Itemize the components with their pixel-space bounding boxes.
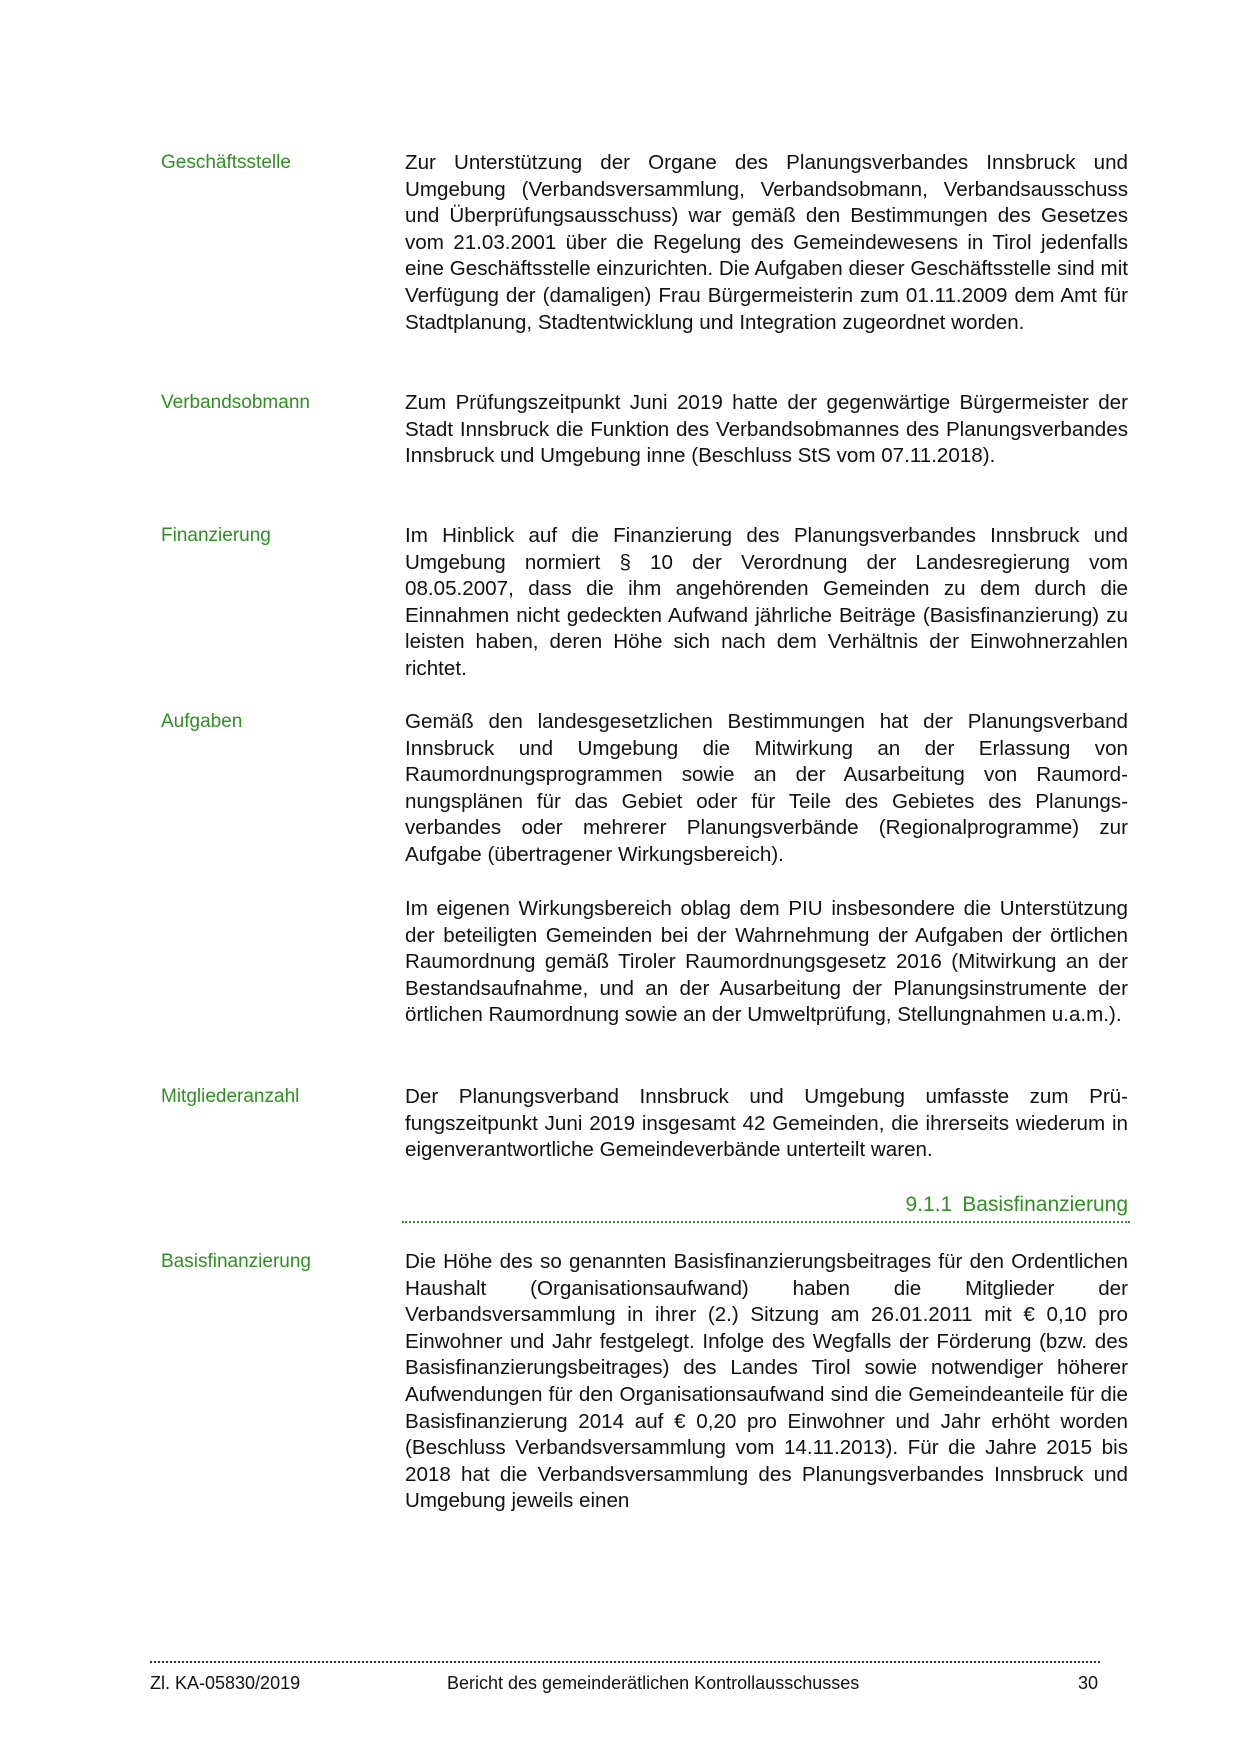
paragraph-eigener-wirkungsbereich: Im eigenen Wirkungsbereich oblag dem PIU insbesondere die Unterstützung der beteiligten Gemeinden bei der Wahrnehmung der Aufgaben der örtlichen Raumordnung gemäß Tiroler Raumordnungsgesetz 2016 (Mitwirkung an der Bestandsaufnahme, und an der Ausarbeitung der Planungsinstrumente der örtlichen Raumordnung sowie an der Umweltprüfung, Stellungnahmen u.a.m.). [405,897,1128,1027]
paragraph-geschaeftsstelle: Zur Unterstützung der Organe des Planungsverbandes Innsbruck und Umgebung (Verbandsversammlung, Verbandsobmann, Verbandsausschuss und Überprüfungsausschuss) war gemäß den Bestimmungen des Gesetzes vom 21.03.2001 über die Regelung des Gemeindewesens in Tirol jedenfalls eine Geschäftsstelle einzurichten. Die Aufgaben dieser Geschäftsstelle sind mit Verfügung der (damaligen) Frau Bürgermeisterin zum 01.11.2009 dem Amt für Stadtplanung, Stadtentwicklung und Integration zugeordnet worden. [405,151,1128,334]
label-aufgaben: Aufgaben [161,711,243,732]
section-heading [405,1192,1128,1218]
footer-divider [150,1661,1100,1663]
label-mitgliederanzahl: Mitgliederanzahl [161,1086,300,1107]
paragraph-mitgliederanzahl: Der Planungsverband Innsbruck und Umgebung umfasste zum Prüfungszeitpunkt Juni 2019 insgesamt 42 Gemeinden, die ihrerseits wiederum in eigenverantwortliche Gemeindeverbände unterteilt waren. [405,1085,1128,1162]
paragraph-finanzierung: Im Hinblick auf die Finanzierung des Planungsverbandes Innsbruck und Umgebung normiert § 10 der Verordnung der Landesregierung vom 08.05.2007, dass die ihm angehörenden Gemeinden zu dem durch die Einnahmen nicht gedeckten Aufwand jährliche Beiträge (Basisfinanzierung) zu leisten haben, deren Höhe sich nach dem Verhältnis der Einwohnerzahlen richtet. [405,524,1128,680]
paragraph-basisfinanzierung: Die Höhe des so genannten Basisfinanzierungsbeitrages für den Ordentlichen Haushalt (Organisationsaufwand) haben die Mitglieder der Verbandsversammlung in ihrer (2.) Sitzung am 26.01.2011 mit € 0,10 pro Einwohner und Jahr festgelegt. Infolge des Wegfalls der Förderung (bzw. des Basisfinanzierungsbeitrages) des Landes Tirol sowie notwendiger höherer Aufwendungen für den Organisationsaufwand sind die Gemeindeanteile für die Basisfinanzierung 2014 auf € 0,20 pro Einwohner und Jahr erhöht worden (Beschluss Verbandsversammlung vom 14.11.2013). Für die Jahre 2015 bis 2018 hat die Verbandsversammlung des Planungsverbandes Innsbruck und Umgebung jeweils einen [405,1250,1128,1513]
label-basisfinanzierung: Basisfinanzierung [161,1251,311,1272]
label-geschaeftsstelle: Geschäftsstelle [161,152,291,173]
heading-underline [402,1221,1130,1223]
paragraph-verbandsobmann: Zum Prüfungszeitpunkt Juni 2019 hatte der gegenwärtige Bürgermeister der Stadt Innsbruck die Funktion des Verbandsobmannes des Planungsverbandes Innsbruck und Umgebung inne (Beschluss StS vom 07.11.2018). [405,391,1128,468]
page-number: 30 [1078,1673,1099,1693]
footer-reference: Zl. KA-05830/2019 [150,1673,301,1693]
label-finanzierung: Finanzierung [161,525,271,546]
paragraph-aufgaben: Gemäß den landesgesetzlichen Bestimmungen hat der Planungsverband Innsbruck und Umgebung die Mitwirkung an der Erlassung von Raumordnungsprogrammen sowie an der Ausarbeitung von Raumordnungsplänen für das Gebiet oder für Teile des Gebietes des Planungsverbandes oder mehrerer Planungsverbände (Regionalprogramme) zur Aufgabe (übertragener Wirkungsbereich). [405,710,1128,866]
label-verbandsobmann: Verbandsobmann [161,392,310,413]
footer-title: Bericht des gemeinderätlichen Kontrollausschusses [447,1673,860,1693]
heading-number: 9.1.1 [905,1193,953,1216]
heading-title: Basisfinanzierung [962,1193,1128,1216]
